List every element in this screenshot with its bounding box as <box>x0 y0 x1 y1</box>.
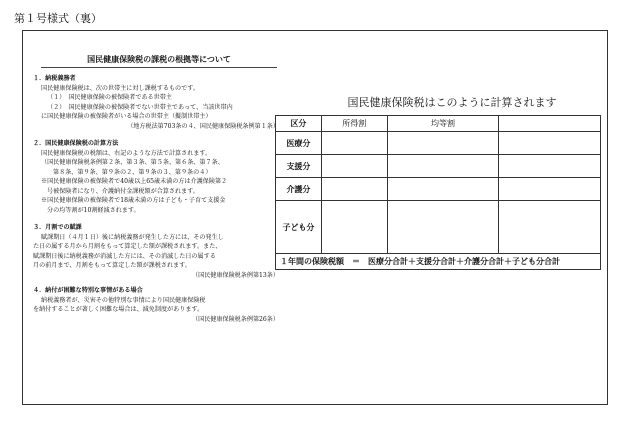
table-row <box>276 201 601 254</box>
table-row <box>276 178 601 201</box>
section-text: を納付することが著しく困難な場合は、減免制度があります。 <box>33 306 204 313</box>
table-cell <box>499 132 601 155</box>
table-row <box>276 132 601 155</box>
row-label-support: 支援分 <box>276 155 322 178</box>
section-heading: ４．納付が困難な特別な事情がある場合 <box>33 287 143 294</box>
table-cell <box>387 201 499 254</box>
table-cell <box>387 155 499 178</box>
table-cell <box>321 132 387 155</box>
section-monthly-assessment <box>33 223 291 280</box>
table-cell <box>387 178 499 201</box>
table-cell <box>499 155 601 178</box>
section-text: 賦課期日後に納税義務が消滅した方には、その消滅した日の属する <box>33 252 216 260</box>
table-cell <box>321 155 387 178</box>
section-heading: ３．月割での賦課 <box>33 224 82 231</box>
section-text: （２） 国民健康保険の被保険者でない世帯主であって、当該世帯内 <box>47 103 233 111</box>
table-cell <box>387 132 499 155</box>
section-text: 月の前月まで、月割をもって算定した額が課税されます。 <box>33 262 191 269</box>
section-text: 国民健康保険税の税額は、右記のような方法で計算されます。 <box>41 149 212 157</box>
row-label-nursing-care: 介護分 <box>276 178 322 201</box>
section-taxpayer <box>33 74 291 131</box>
title-underline <box>41 67 277 68</box>
calculation-table <box>275 115 601 270</box>
header-per-capita-levy: 均等割 <box>387 116 499 132</box>
table-row <box>276 155 601 178</box>
section-note: ※国民健康保険の被保険者で40歳以上65歳未満の方は介護保険第２ <box>41 178 228 185</box>
row-label-medical: 医療分 <box>276 132 322 155</box>
form-frame <box>22 30 608 405</box>
annual-tax-formula: １年間の保険税額 ＝ 医療分合計＋支援分合計＋介護分合計＋子ども分合計 <box>276 254 601 270</box>
section-text: に国民健康保険の被保険者がいる場合の世帯主（擬制世帯主） <box>41 113 212 120</box>
section-text: 納税義務者が、災害その他特別な事情により国民健康保険税 <box>41 296 206 304</box>
explanation-panel <box>23 31 295 404</box>
row-label-children: 子ども分 <box>276 201 322 254</box>
header-blank <box>499 116 601 132</box>
form-number-label: 第１号様式（裏） <box>14 12 102 25</box>
section-text: 賦課期日（４月１日）後に納税義務が発生した方には、その発生し <box>41 233 224 241</box>
document-title: 国民健康保険税の課税の根拠等について <box>87 55 231 64</box>
section-special-circumstances <box>33 286 291 324</box>
table-header-row <box>276 116 601 132</box>
section-calculation-method <box>33 139 291 215</box>
table-cell <box>321 178 387 201</box>
section-heading: １．納税義務者 <box>33 75 76 82</box>
section-text: （１） 国民健康保険の被保険者である世帯主 <box>47 94 172 101</box>
section-reference: （国民健康保険税条例第26条） <box>192 315 279 323</box>
table-cell <box>499 201 601 254</box>
section-note: 分の均等割が10割軽減されます。 <box>47 206 140 214</box>
section-reference: （地方税法第703条の４、国民健康保険税条例第１条） <box>127 122 279 130</box>
section-note: ※国民健康保険の被保険者で18歳未満の方は子ども・子育て支援金 <box>41 197 226 204</box>
table-cell <box>499 178 601 201</box>
section-heading: ２．国民健康保険税の計算方法 <box>33 140 119 147</box>
formula-row <box>276 254 601 270</box>
section-text: た日の属する月から月割をもって算定した額が課税されます。また、 <box>33 243 222 250</box>
header-category: 区分 <box>276 116 322 132</box>
table-cell <box>321 201 387 254</box>
section-reference: （国民健康保険税条例第２条、第３条、第５条、第６条、第７条、 <box>41 159 224 166</box>
section-reference: 第８条、第９条、第９条の２、第９条の３、第９条の４） <box>53 168 212 176</box>
section-reference: （国民健康保険税条例第13条） <box>192 271 279 279</box>
header-income-levy: 所得割 <box>321 116 387 132</box>
section-note: 号被保険者になり、介護納付金課税額が合算されます。 <box>47 187 199 195</box>
section-text: 国民健康保険税は、次の世帯主に対し課税するものです。 <box>41 84 199 92</box>
calculation-title: 国民健康保険税はこのように計算されます <box>347 96 557 109</box>
